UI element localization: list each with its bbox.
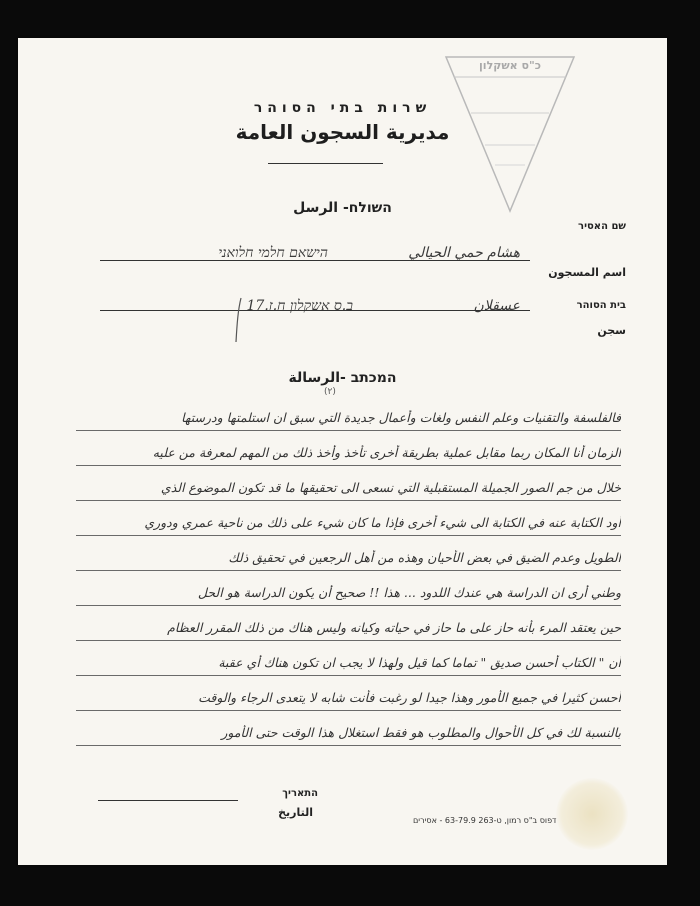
header-arabic-title: مديرية السجون العامة	[235, 120, 450, 144]
stamp-text: כ"ס אשקלון	[479, 59, 541, 72]
print-code: דפוס ב"ס רמון, ט-263 63-79.9 - אסירים	[413, 816, 557, 825]
letter-sheet	[18, 38, 667, 865]
page-mark: (٢)	[324, 387, 336, 397]
letter-line: بالنسبة لك في كل الأحوال والمطلوب هو فقط استغلال هذا الوقت حتى الأمور	[221, 725, 621, 740]
ruled-line	[76, 570, 621, 571]
prisoner-name-line	[100, 260, 530, 261]
ruled-line	[76, 605, 621, 606]
prison-label-ar: سجن	[597, 324, 626, 337]
prison-label-he: בית הסוהר	[576, 300, 626, 311]
ruled-line	[76, 745, 621, 746]
letter-line: أود الكتابة عنه في الكتابة الى شيء أخرى فإذا ما كان شيء على ذلك من ناحية عمري ودوري	[144, 515, 621, 530]
prison-value: عسقلان	[473, 298, 520, 314]
letter-line: أن " الكتاب أحسن صديق " تماما كما قيل ولهذا لا يجب ان تكون هناك أي عقبة	[218, 655, 621, 670]
letter-line: حين يعتقد المرء بأنه حاز على ما حاز في حياته وكيانه وليس هناك من ذلك المقرر العظام	[167, 620, 621, 635]
ruled-line	[76, 640, 621, 641]
prison-value-hebrew: ב.ס אשקלון ח.ז.17	[246, 298, 353, 314]
prison-line	[100, 310, 530, 311]
sender-section-title: השולח- الرسل	[293, 200, 392, 216]
date-label-he: התאריך	[282, 788, 318, 799]
prisoner-name-value-hebrew: הישאם חלמי חלואני	[218, 245, 328, 261]
pen-stroke-mark	[232, 296, 246, 344]
letter-line: وطني أرى ان الدراسة هي عندك اللدود ... هذا !! صحيح أن يكون الدراسة هو الحل	[197, 585, 621, 600]
ruled-line	[76, 430, 621, 431]
letter-section-title: המכתב -الرسالة	[288, 370, 397, 386]
letter-line: فالفلسفة والتقنيات وعلم النفس ولغات وأعمال جديدة التي سبق ان استلمتها ودرستها	[181, 410, 621, 425]
prisoner-name-label-he: שם האסיר	[578, 221, 626, 232]
stamp-triangle-icon	[441, 53, 579, 215]
ruled-line	[76, 500, 621, 501]
prisoner-name-value: هشام حمي الحيالي	[408, 245, 520, 261]
header-hebrew-title: שרות בתי הסוהר	[253, 100, 432, 116]
letter-line: خلال من جم الصور الجميلة المستقبلية التي نسعى الى تحقيقها ما قد تكون الموضوع الذي	[160, 480, 621, 495]
censor-stamp	[441, 53, 579, 215]
date-line	[98, 800, 238, 801]
letter-line: أحسن كثيرا في جميع الأمور وهذا جيدا لو رغبت فأنت شابه لا يتعدى الرجاء والوقت	[198, 690, 621, 705]
letter-line: الزمان أنا المكان ربما مقابل عملية بطريقة أخرى تأخذ وأخذ ذلك من المهم لمعرفة من عليه	[152, 445, 621, 460]
header-divider	[268, 163, 383, 164]
ruled-line	[76, 675, 621, 676]
ruled-line	[76, 535, 621, 536]
ruled-line	[76, 710, 621, 711]
prisoner-name-label-ar: اسم المسجون	[548, 266, 626, 279]
ruled-line	[76, 465, 621, 466]
letter-line: الطويل وعدم الضيق في بعض الأحيان وهذه من أهل الرجعين في تحقيق ذلك	[228, 550, 621, 565]
date-label-ar: التاريخ	[278, 806, 313, 819]
paper-stain	[556, 778, 628, 850]
